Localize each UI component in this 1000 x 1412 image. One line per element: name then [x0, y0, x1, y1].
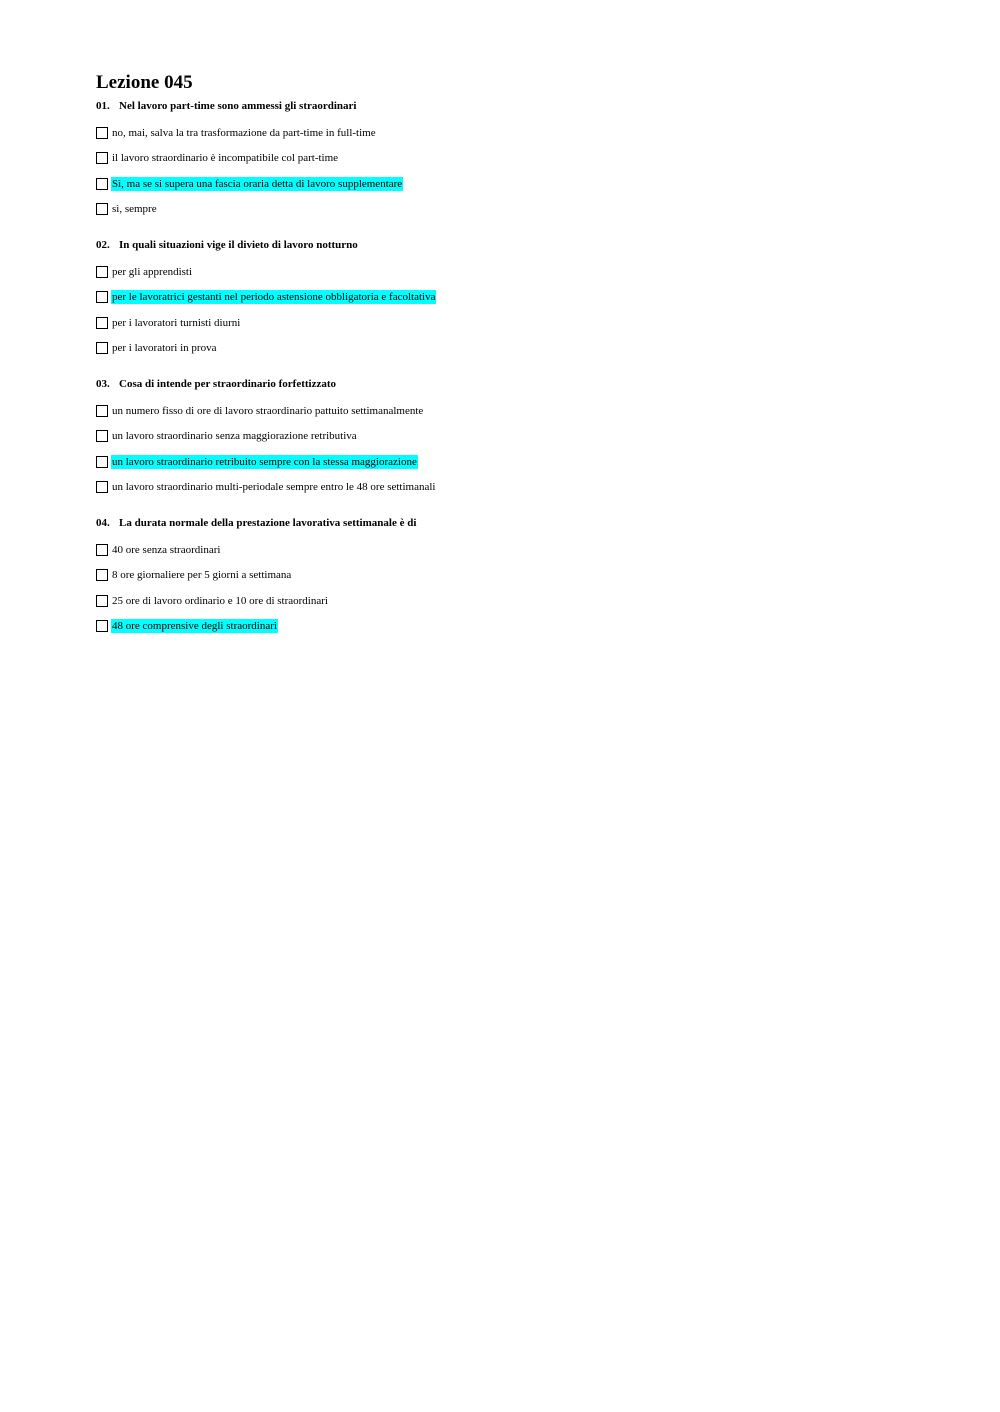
- answer-option: [96, 120, 916, 146]
- answer-option: [96, 336, 916, 362]
- question-text: Nel lavoro part-time sono ammessi gli straordinari: [119, 100, 357, 112]
- question-block: [96, 374, 916, 500]
- question-text: Cosa di intende per straordinario forfettizzato: [119, 378, 337, 390]
- answer-option: [96, 563, 916, 589]
- answer-checkbox[interactable]: [96, 317, 108, 329]
- answer-option: [96, 614, 916, 640]
- answer-option: [96, 285, 916, 311]
- answer-checkbox[interactable]: [96, 569, 108, 581]
- answer-checkbox[interactable]: [96, 595, 108, 607]
- answer-checkbox[interactable]: [96, 405, 108, 417]
- answer-option: [96, 197, 916, 223]
- answer-text: per i lavoratori turnisti diurni: [112, 316, 241, 329]
- lesson-title: Lezione 045: [96, 72, 193, 93]
- question-heading: [96, 513, 916, 533]
- answer-text: un numero fisso di ore di lavoro straordinario pattuito settimanalmente: [112, 404, 424, 417]
- answer-text-highlighted: per le lavoratrici gestanti nel periodo astensione obbligatoria e facoltativa: [112, 291, 436, 304]
- question-block: [96, 513, 916, 639]
- question-text: In quali situazioni vige il divieto di lavoro notturno: [119, 239, 358, 251]
- answer-option: [96, 171, 916, 197]
- answer-text: no, mai, salva la tra trasformazione da part-time in full-time: [112, 126, 376, 139]
- answer-text: il lavoro straordinario è incompatibile col part-time: [112, 152, 339, 165]
- answer-option: [96, 146, 916, 172]
- answer-option: [96, 588, 916, 614]
- answer-text: un lavoro straordinario senza maggiorazione retributiva: [112, 430, 357, 443]
- question-list: [96, 96, 916, 639]
- answer-checkbox[interactable]: [96, 152, 108, 164]
- question-number: 03.: [96, 378, 110, 390]
- quiz-page: [96, 70, 916, 652]
- answer-text: 25 ore di lavoro ordinario e 10 ore di straordinari: [112, 594, 328, 607]
- answer-checkbox[interactable]: [96, 178, 108, 190]
- answer-option: [96, 310, 916, 336]
- answer-option: [96, 259, 916, 285]
- answer-checkbox[interactable]: [96, 544, 108, 556]
- answer-option: [96, 398, 916, 424]
- question-block: [96, 96, 916, 222]
- answer-text: 8 ore giornaliere per 5 giorni a settimana: [112, 569, 292, 582]
- question-number: 02.: [96, 239, 110, 251]
- question-number: 04.: [96, 517, 110, 529]
- answer-checkbox[interactable]: [96, 266, 108, 278]
- answer-option: [96, 537, 916, 563]
- question-block: [96, 235, 916, 361]
- answer-checkbox[interactable]: [96, 456, 108, 468]
- answer-text: per gli apprendisti: [112, 265, 193, 278]
- question-heading: [96, 235, 916, 255]
- question-number: 01.: [96, 100, 110, 112]
- answer-option: [96, 475, 916, 501]
- answer-checkbox[interactable]: [96, 481, 108, 493]
- answer-option: [96, 424, 916, 450]
- answer-text-highlighted: 48 ore comprensive degli straordinari: [112, 620, 277, 633]
- question-text: La durata normale della prestazione lavorativa settimanale è di: [119, 517, 417, 529]
- answer-checkbox[interactable]: [96, 203, 108, 215]
- answer-text: un lavoro straordinario multi-periodale sempre entro le 48 ore settimanali: [112, 481, 436, 494]
- question-heading: [96, 374, 916, 394]
- answer-text: sì, sempre: [112, 203, 157, 216]
- answer-checkbox[interactable]: [96, 127, 108, 139]
- answer-text-highlighted: Sì, ma se si supera una fascia oraria detta di lavoro supplementare: [112, 177, 403, 190]
- answer-checkbox[interactable]: [96, 342, 108, 354]
- answer-checkbox[interactable]: [96, 430, 108, 442]
- answer-text: per i lavoratori in prova: [112, 342, 217, 355]
- answer-option: [96, 449, 916, 475]
- answer-checkbox[interactable]: [96, 291, 108, 303]
- question-heading: [96, 96, 916, 116]
- answer-checkbox[interactable]: [96, 620, 108, 632]
- answer-text: 40 ore senza straordinari: [112, 543, 221, 556]
- answer-text-highlighted: un lavoro straordinario retribuito sempre con la stessa maggiorazione: [112, 455, 417, 468]
